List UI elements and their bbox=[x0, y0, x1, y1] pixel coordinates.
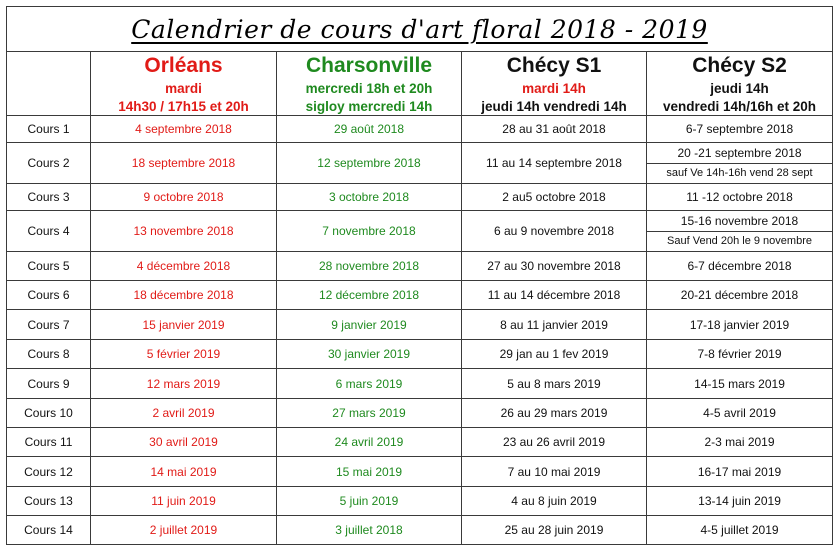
date-checy-s2: 2-3 mai 2019 bbox=[647, 428, 833, 457]
date-charsonville: 29 août 2018 bbox=[277, 116, 462, 143]
date-checy-s2: 13-14 juin 2019 bbox=[647, 487, 833, 516]
course-label: Cours 13 bbox=[7, 487, 91, 516]
date-charsonville: 12 septembre 2018 bbox=[277, 143, 462, 184]
header-day-orleans: mardi bbox=[91, 80, 277, 97]
course-label: Cours 2 bbox=[7, 143, 91, 184]
page-title: Calendrier de cours d'art floral 2018 - 2019 bbox=[7, 7, 833, 52]
table-row bbox=[7, 457, 833, 487]
date-orleans: 14 mai 2019 bbox=[91, 457, 277, 487]
date-charsonville: 24 avril 2019 bbox=[277, 428, 462, 457]
date-checy-s1: 26 au 29 mars 2019 bbox=[462, 399, 647, 428]
header-day-checy-s1: mardi 14h bbox=[462, 80, 647, 97]
course-label: Cours 8 bbox=[7, 340, 91, 369]
date-checy-s1: 5 au 8 mars 2019 bbox=[462, 369, 647, 399]
date-checy-s1: 27 au 30 novembre 2018 bbox=[462, 252, 647, 281]
header-city-orleans: Orléans bbox=[91, 52, 277, 81]
table-row bbox=[7, 143, 833, 164]
date-checy-s1: 23 au 26 avril 2019 bbox=[462, 428, 647, 457]
header-time-checy-s2: vendredi 14h/16h et 20h bbox=[647, 97, 833, 116]
table-row bbox=[7, 281, 833, 310]
date-checy-s2: 20 -21 septembre 2018 bbox=[647, 143, 833, 164]
date-checy-s1: 4 au 8 juin 2019 bbox=[462, 487, 647, 516]
table-row bbox=[7, 399, 833, 428]
note-checy-s2: sauf Ve 14h-16h vend 28 sept bbox=[647, 163, 833, 184]
date-charsonville: 3 octobre 2018 bbox=[277, 184, 462, 211]
table-row bbox=[7, 184, 833, 211]
note-checy-s2: Sauf Vend 20h le 9 novembre bbox=[647, 231, 833, 252]
date-orleans: 2 juillet 2019 bbox=[91, 516, 277, 545]
date-checy-s1: 7 au 10 mai 2019 bbox=[462, 457, 647, 487]
header-city-checy-s1: Chécy S1 bbox=[462, 52, 647, 81]
date-checy-s1: 11 au 14 septembre 2018 bbox=[462, 143, 647, 184]
date-orleans: 12 mars 2019 bbox=[91, 369, 277, 399]
date-checy-s2: 4-5 avril 2019 bbox=[647, 399, 833, 428]
course-label: Cours 10 bbox=[7, 399, 91, 428]
date-checy-s2: 20-21 décembre 2018 bbox=[647, 281, 833, 310]
table-row bbox=[7, 116, 833, 143]
date-checy-s2: 16-17 mai 2019 bbox=[647, 457, 833, 487]
date-checy-s2: 7-8 février 2019 bbox=[647, 340, 833, 369]
header-time-orleans: 14h30 / 17h15 et 20h bbox=[91, 97, 277, 116]
table-row bbox=[7, 252, 833, 281]
date-checy-s2: 6-7 décembre 2018 bbox=[647, 252, 833, 281]
date-charsonville: 5 juin 2019 bbox=[277, 487, 462, 516]
date-checy-s1: 8 au 11 janvier 2019 bbox=[462, 310, 647, 340]
header-day-checy-s2: jeudi 14h bbox=[647, 80, 833, 97]
date-orleans: 30 avril 2019 bbox=[91, 428, 277, 457]
date-charsonville: 7 novembre 2018 bbox=[277, 211, 462, 252]
date-charsonville: 3 juillet 2018 bbox=[277, 516, 462, 545]
table-row bbox=[7, 516, 833, 545]
date-checy-s2: 4-5 juillet 2019 bbox=[647, 516, 833, 545]
header-empty-cell bbox=[7, 52, 91, 116]
date-charsonville: 27 mars 2019 bbox=[277, 399, 462, 428]
header-time-checy-s1: jeudi 14h vendredi 14h bbox=[462, 97, 647, 116]
date-checy-s2: 15-16 novembre 2018 bbox=[647, 211, 833, 232]
course-label: Cours 1 bbox=[7, 116, 91, 143]
header-city-charsonville: Charsonville bbox=[277, 52, 462, 81]
date-orleans: 4 septembre 2018 bbox=[91, 116, 277, 143]
date-orleans: 18 décembre 2018 bbox=[91, 281, 277, 310]
date-orleans: 2 avril 2019 bbox=[91, 399, 277, 428]
course-label: Cours 12 bbox=[7, 457, 91, 487]
date-checy-s2: 11 -12 octobre 2018 bbox=[647, 184, 833, 211]
date-orleans: 11 juin 2019 bbox=[91, 487, 277, 516]
course-label: Cours 11 bbox=[7, 428, 91, 457]
table-row bbox=[7, 310, 833, 340]
course-label: Cours 9 bbox=[7, 369, 91, 399]
table-row bbox=[7, 487, 833, 516]
date-checy-s2: 14-15 mars 2019 bbox=[647, 369, 833, 399]
course-label: Cours 5 bbox=[7, 252, 91, 281]
date-orleans: 13 novembre 2018 bbox=[91, 211, 277, 252]
course-calendar-table bbox=[6, 6, 833, 545]
course-label: Cours 7 bbox=[7, 310, 91, 340]
header-day-charsonville: mercredi 18h et 20h bbox=[277, 80, 462, 97]
date-charsonville: 6 mars 2019 bbox=[277, 369, 462, 399]
table-row bbox=[7, 340, 833, 369]
date-orleans: 5 février 2019 bbox=[91, 340, 277, 369]
table-row bbox=[7, 369, 833, 399]
date-orleans: 15 janvier 2019 bbox=[91, 310, 277, 340]
date-orleans: 4 décembre 2018 bbox=[91, 252, 277, 281]
date-checy-s1: 29 jan au 1 fev 2019 bbox=[462, 340, 647, 369]
course-label: Cours 4 bbox=[7, 211, 91, 252]
date-charsonville: 9 janvier 2019 bbox=[277, 310, 462, 340]
date-orleans: 9 octobre 2018 bbox=[91, 184, 277, 211]
date-checy-s1: 11 au 14 décembre 2018 bbox=[462, 281, 647, 310]
date-charsonville: 30 janvier 2019 bbox=[277, 340, 462, 369]
course-label: Cours 3 bbox=[7, 184, 91, 211]
date-charsonville: 12 décembre 2018 bbox=[277, 281, 462, 310]
date-checy-s2: 6-7 septembre 2018 bbox=[647, 116, 833, 143]
date-charsonville: 28 novembre 2018 bbox=[277, 252, 462, 281]
table-row bbox=[7, 211, 833, 232]
header-city-checy-s2: Chécy S2 bbox=[647, 52, 833, 81]
date-checy-s1: 6 au 9 novembre 2018 bbox=[462, 211, 647, 252]
date-charsonville: 15 mai 2019 bbox=[277, 457, 462, 487]
table-row bbox=[7, 428, 833, 457]
date-checy-s1: 25 au 28 juin 2019 bbox=[462, 516, 647, 545]
date-orleans: 18 septembre 2018 bbox=[91, 143, 277, 184]
header-time-charsonville: sigloy mercredi 14h bbox=[277, 97, 462, 116]
date-checy-s2: 17-18 janvier 2019 bbox=[647, 310, 833, 340]
date-checy-s1: 28 au 31 août 2018 bbox=[462, 116, 647, 143]
course-label: Cours 14 bbox=[7, 516, 91, 545]
course-label: Cours 6 bbox=[7, 281, 91, 310]
date-checy-s1: 2 au5 octobre 2018 bbox=[462, 184, 647, 211]
